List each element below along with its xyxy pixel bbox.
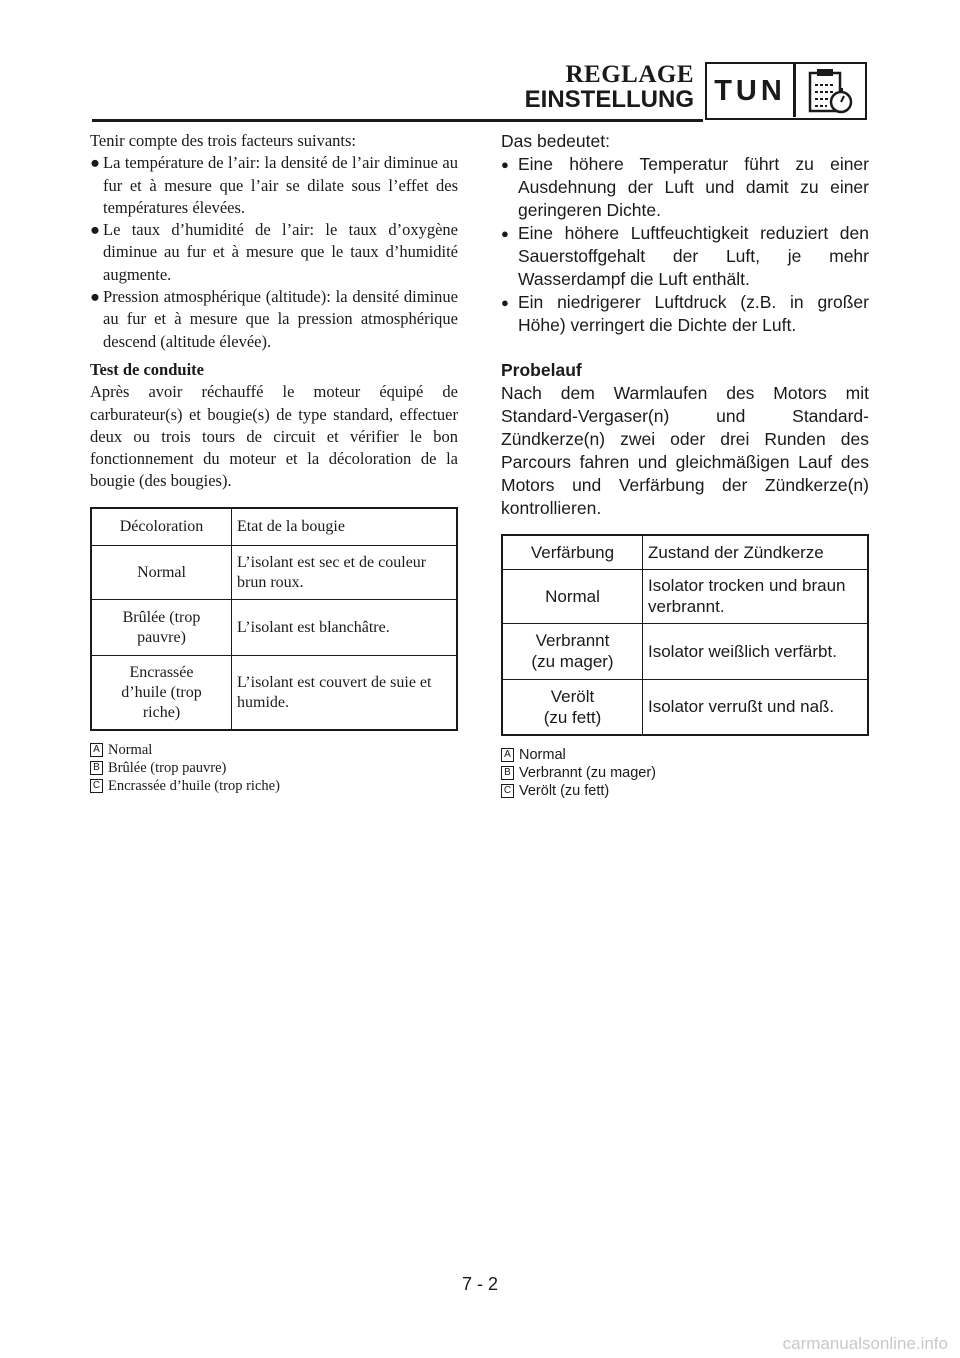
fr-bullet: ● Le taux d’humidité de l’air: le taux d’oxygène diminue au fur et à mesure que le taux d’humidité augmente. [90, 220, 458, 284]
table-cell-value: Isolator weißlich verfärbt. [643, 623, 869, 679]
table-cell-key: Normal [91, 546, 232, 600]
fr-bullet: ● Pression atmosphérique (altitude): la densité diminue au fur et à mesure que la pression atmosphérique descend (altitude élevée). [90, 287, 458, 351]
table-header-cell: Zustand der Zündkerze [643, 535, 869, 569]
table-header-row [502, 535, 868, 569]
legend-text: Encrassée d’huile (trop riche) [108, 777, 280, 794]
de-intro: Das bedeutet: [501, 131, 610, 151]
table-header-cell: Décoloration [91, 508, 232, 546]
section-badge [705, 62, 867, 120]
fr-bullet: ● La température de l’air: la densité de l’air diminue au fur et à mesure que l’air se dilate sous l’effet des températures élevées. [90, 153, 458, 217]
de-bullet: ● Eine höhere Temperatur führt zu einer Ausdehnung der Luft und damit zu einer geringeren Dichte. [501, 154, 869, 220]
table-cell-key-line: Verbrannt (zu mager) [531, 631, 614, 671]
legend-text: Brûlée (trop pauvre) [108, 759, 227, 776]
legend-item [501, 764, 869, 782]
fr-paragraph: Après avoir réchauffé le moteur équipé de carburateur(s) et bougie(s) de type standard, effectuer deux ou trois tours de circuit et vérifier le bon fonctionnement du moteur et la décoloration de la bougie (des bougies). [90, 382, 458, 491]
legend-item [90, 759, 458, 777]
de-spark-plug-table [501, 534, 869, 736]
de-bullet-text: Eine höhere Temperatur führt zu einer Ausdehnung der Luft und damit zu einer geringeren Dichte. [518, 154, 869, 220]
legend-mark: A [90, 743, 103, 757]
table-cell-key [502, 623, 643, 679]
german-column [501, 130, 869, 800]
table-cell-value: Isolator trocken und braun verbrannt. [643, 569, 869, 623]
badge-divider [793, 64, 796, 117]
fr-intro: Tenir compte des trois facteurs suivants: [90, 131, 356, 150]
de-bullet-text: Ein niedrigerer Luftdruck (z.B. in großer Höhe) verringert die Dichte der Luft. [518, 292, 869, 335]
table-cell-key-line: Verölt (zu fett) [543, 686, 602, 727]
de-bullet-text: Eine höhere Luftfeuchtigkeit reduziert den Sauerstoffgehalt der Luft, je mehr Wasserdampf die Luft enthält. [518, 223, 869, 289]
legend-text: Verölt (zu fett) [519, 783, 610, 799]
legend-item [501, 782, 869, 800]
table-cell-value: L’isolant est sec et de couleur brun roux. [232, 546, 458, 600]
table-cell-value: L’isolant est blanchâtre. [232, 600, 458, 656]
legend-mark: A [501, 748, 514, 762]
table-cell-key [91, 656, 232, 730]
legend-item [90, 777, 458, 795]
header-rule [92, 119, 703, 122]
page-number: 7 - 2 [461, 1274, 499, 1294]
header-title-de: EINSTELLUNG [524, 86, 694, 113]
legend-text: Verbrannt (zu mager) [519, 765, 657, 781]
table-row [502, 623, 868, 679]
fr-legend [90, 741, 458, 795]
table-cell-key-line: Brûlée (trop pauvre) [122, 608, 201, 646]
table-header-row [91, 508, 457, 546]
watermark: carmanualsonline.info [782, 1334, 948, 1353]
legend-item [90, 741, 458, 759]
table-cell-key: Normal [502, 569, 643, 623]
table-row [502, 569, 868, 623]
de-bullet: ● Ein niedrigerer Luftdruck (z.B. in großer Höhe) verringert die Dichte der Luft. [501, 292, 869, 335]
table-row [502, 679, 868, 735]
de-section-heading: Probelauf [501, 360, 582, 380]
de-bullet: ● Eine höhere Luftfeuchtigkeit reduziert den Sauerstoffgehalt der Luft, je mehr Wasserdampf die Luft enthält. [501, 223, 869, 289]
legend-text: Normal [108, 741, 153, 758]
clipboard-stopwatch-icon [803, 67, 859, 120]
header-title-fr: REGLAGE [565, 61, 694, 88]
de-paragraph: Nach dem Warmlaufen des Motors mit Standard-Vergaser(n) und Standard-Zündkerze(n) zwei oder drei Runden des Parcours fahren und gleichmäßigen Lauf des Motors und Verfärbung der Zündkerze(n) kontrollieren. [501, 383, 869, 518]
table-cell-key-line: Encrassée d’huile (trop riche) [121, 663, 202, 721]
fr-section-heading: Test de conduite [90, 359, 204, 379]
fr-bullet-text: Pression atmosphérique (altitude): la densité diminue au fur et à mesure que la pression atmosphérique descend (altitude élevée). [103, 287, 458, 351]
legend-item [501, 746, 869, 764]
table-cell-value: Isolator verrußt und naß. [643, 679, 869, 735]
fr-bullet-text: La température de l’air: la densité de l’air diminue au fur et à mesure que l’air se dilate sous l’effet des températures élevées. [103, 153, 458, 217]
legend-text: Normal [519, 747, 566, 763]
legend-mark: C [90, 779, 103, 793]
fr-spark-plug-table [90, 507, 458, 731]
de-legend [501, 746, 869, 800]
table-row [91, 546, 457, 600]
legend-mark: B [501, 766, 514, 780]
table-header-cell: Etat de la bougie [232, 508, 458, 546]
legend-mark: C [501, 784, 514, 798]
table-cell-key [91, 600, 232, 656]
section-code: TUN [714, 75, 786, 107]
french-column [90, 130, 458, 795]
table-row [91, 600, 457, 656]
table-cell-value: L’isolant est couvert de suie et humide. [232, 656, 458, 730]
fr-bullet-text: Le taux d’humidité de l’air: le taux d’oxygène diminue au fur et à mesure que le taux d’humidité augmente. [103, 220, 458, 284]
table-cell-key [502, 679, 643, 735]
legend-mark: B [90, 761, 103, 775]
table-header-cell: Verfärbung [502, 535, 643, 569]
table-row [91, 656, 457, 730]
